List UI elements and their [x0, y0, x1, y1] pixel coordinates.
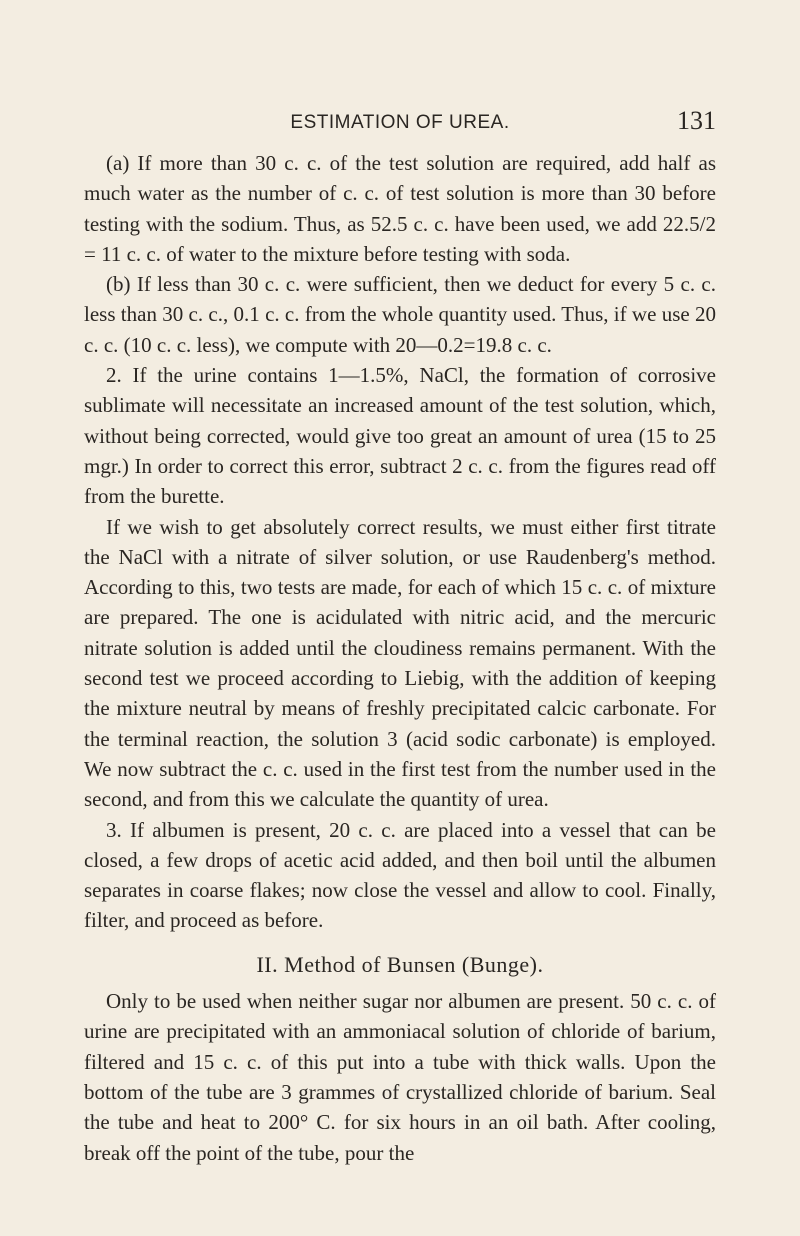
paragraph-bunsen: Only to be used when neither sugar nor albumen are present. 50 c. c. of urine are precipitated with an ammoniacal solution of chloride of barium, filtered and 15 c. c. of this put into a tube with thick walls. Upon the bottom of the tube are 3 grammes of crystallized chloride of barium. Seal the tube and heat to 200° C. for six hours in an oil bath. After cooling, break off the point of the tube, pour the: [84, 989, 716, 1165]
paragraph-2: 2. If the urine contains 1—1.5%, NaCl, the formation of corrosive sublimate will necessitate an increased amount of the test solution, which, without being corrected, would give too great an amount of urea (15 to 25 mgr.) In order to correct this error, subtract 2 c. c. from the figures read off from the burette.: [84, 363, 716, 509]
paragraph-b: (b) If less than 30 c. c. were sufficient, then we deduct for every 5 c. c. less than 30 c. c., 0.1 c. c. from the whole quantity used. Thus, if we use 20 c. c. (10 c. c. less), we compute with 20—0.2=19.8 c. c.: [84, 272, 716, 357]
paragraph-a: (a) If more than 30 c. c. of the test solution are required, add half as much water as the number of c. c. of test solution is more than 30 before testing with the sodium. Thus, as 52.5 c. c. have been used, we add 22.5/2 = 11 c. c. of water to the mixture before testing with soda.: [84, 151, 716, 266]
section-heading: II. Method of Bunsen (Bunge).: [256, 951, 544, 977]
page-header: [84, 106, 716, 152]
page-number: 131: [677, 106, 716, 135]
page-body: [84, 148, 716, 1168]
running-title: ESTIMATION OF UREA.: [290, 112, 510, 133]
paragraph-raudenberg: If we wish to get absolutely correct results, we must either first titrate the NaCl with a nitrate of silver solution, or use Raudenberg's method. According to this, two tests are made, for each of which 15 c. c. of mixture are prepared. The one is acidulated with nitric acid, and the mercuric nitrate solution is added until the cloudiness remains permanent. With the second test we proceed according to Liebig, with the addition of keeping the mixture neutral by means of freshly precipitated calcic carbonate. For the terminal reaction, the solution 3 (acid sodic carbonate) is employed. We now subtract the c. c. used in the first test from the number used in the second, and from this we calculate the quantity of urea.: [84, 514, 716, 812]
paragraph-3: 3. If albumen is present, 20 c. c. are placed into a vessel that can be closed, a few drops of acetic acid added, and then boil until the albumen separates in coarse flakes; now close the vessel and allow to cool. Finally, filter, and proceed as before.: [84, 817, 716, 933]
